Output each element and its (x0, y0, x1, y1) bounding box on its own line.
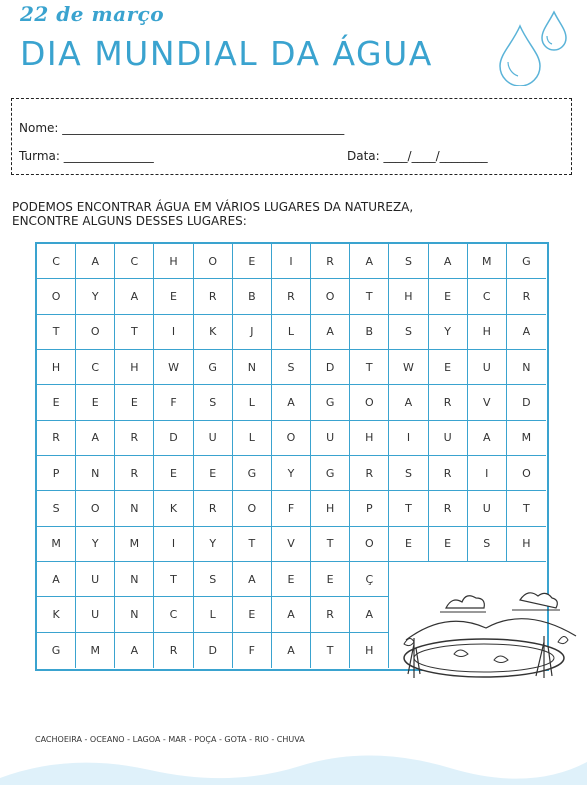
grid-cell[interactable]: R (429, 456, 468, 491)
grid-cell[interactable]: F (272, 491, 311, 526)
grid-cell[interactable]: H (37, 350, 76, 385)
grid-cell[interactable]: N (115, 597, 154, 632)
grid-cell[interactable]: O (350, 385, 389, 420)
grid-cell[interactable]: E (154, 279, 193, 314)
grid-cell[interactable]: K (37, 597, 76, 632)
grid-cell[interactable]: G (194, 350, 233, 385)
grid-cell[interactable]: P (37, 456, 76, 491)
grid-cell[interactable]: L (233, 421, 272, 456)
grid-cell[interactable]: I (468, 456, 507, 491)
grid-cell[interactable]: W (154, 350, 193, 385)
grid-cell[interactable]: E (115, 385, 154, 420)
grid-cell[interactable]: T (311, 527, 350, 562)
grid-cell[interactable]: L (272, 315, 311, 350)
grid-cell[interactable]: T (507, 491, 546, 526)
grid-cell[interactable]: H (154, 244, 193, 279)
grid-cell[interactable]: B (233, 279, 272, 314)
grid-cell[interactable]: C (37, 244, 76, 279)
instruction-text (12, 200, 572, 228)
grid-cell[interactable]: V (272, 527, 311, 562)
grid-cell[interactable]: I (154, 315, 193, 350)
grid-cell[interactable]: U (468, 491, 507, 526)
grid-cell[interactable]: G (311, 385, 350, 420)
grid-cell[interactable]: Ç (350, 562, 389, 597)
grid-cell[interactable]: G (311, 456, 350, 491)
grid-cell[interactable]: H (389, 279, 428, 314)
grid-cell[interactable]: T (233, 527, 272, 562)
grid-cell[interactable]: S (389, 244, 428, 279)
class-blank[interactable]: _______________ (63, 149, 154, 163)
grid-cell[interactable]: E (76, 385, 115, 420)
grid-cell[interactable]: I (272, 244, 311, 279)
date-blank[interactable]: ____/____/________ (383, 149, 488, 163)
grid-cell[interactable]: E (233, 597, 272, 632)
grid-cell[interactable]: R (194, 491, 233, 526)
grid-cell[interactable]: R (311, 244, 350, 279)
name-field[interactable] (19, 121, 344, 135)
grid-cell[interactable]: M (37, 527, 76, 562)
grid-cell[interactable]: G (233, 456, 272, 491)
grid-cell[interactable]: M (468, 244, 507, 279)
grid-cell[interactable]: R (507, 279, 546, 314)
class-label: Turma: (19, 149, 60, 163)
grid-cell[interactable]: O (233, 491, 272, 526)
grid-cell[interactable]: E (233, 244, 272, 279)
grid-cell[interactable]: G (507, 244, 546, 279)
grid-cell[interactable]: A (389, 385, 428, 420)
grid-cell[interactable]: R (154, 633, 193, 668)
grid-cell[interactable]: H (115, 350, 154, 385)
grid-cell[interactable]: O (350, 527, 389, 562)
grid-cell[interactable]: O (311, 279, 350, 314)
grid-cell[interactable]: U (468, 350, 507, 385)
grid-cell[interactable]: A (76, 421, 115, 456)
grid-cell[interactable]: O (76, 491, 115, 526)
grid-cell[interactable]: D (311, 350, 350, 385)
grid-cell[interactable]: S (194, 385, 233, 420)
grid-cell[interactable]: U (429, 421, 468, 456)
water-drops-icon (492, 4, 574, 86)
grid-cell[interactable]: H (507, 527, 546, 562)
grid-cell[interactable]: E (389, 527, 428, 562)
grid-cell[interactable]: H (350, 421, 389, 456)
grid-cell[interactable]: D (154, 421, 193, 456)
grid-cell[interactable]: A (37, 562, 76, 597)
grid-cell[interactable]: A (507, 315, 546, 350)
name-label: Nome: (19, 121, 59, 135)
grid-cell[interactable]: I (389, 421, 428, 456)
grid-cell[interactable]: J (233, 315, 272, 350)
grid-cell[interactable]: Y (76, 279, 115, 314)
grid-cell[interactable]: A (76, 244, 115, 279)
grid-cell[interactable]: A (350, 244, 389, 279)
grid-cell[interactable]: N (233, 350, 272, 385)
grid-cell[interactable]: O (272, 421, 311, 456)
student-info-box (11, 98, 572, 175)
grid-cell[interactable]: D (194, 633, 233, 668)
grid-cell[interactable]: R (37, 421, 76, 456)
grid-cell[interactable]: W (389, 350, 428, 385)
grid-cell[interactable]: L (233, 385, 272, 420)
grid-cell[interactable]: E (194, 456, 233, 491)
name-blank[interactable]: _______________________________________________ (62, 121, 345, 135)
word-list: CACHOEIRA - OCEANO - LAGOA - MAR - POÇA - GOTA - RIO - CHUVA (35, 735, 305, 744)
grid-cell[interactable]: R (350, 456, 389, 491)
grid-cell[interactable]: S (389, 315, 428, 350)
grid-cell[interactable]: K (154, 491, 193, 526)
grid-cell[interactable]: A (272, 385, 311, 420)
page-title: DIA MUNDIAL DA ÁGUA (20, 34, 433, 73)
grid-cell[interactable]: R (272, 279, 311, 314)
grid-cell[interactable]: H (350, 633, 389, 668)
wave-decoration (0, 748, 587, 785)
grid-cell[interactable]: U (311, 421, 350, 456)
grid-cell[interactable]: O (37, 279, 76, 314)
grid-cell[interactable]: U (76, 562, 115, 597)
grid-cell[interactable]: F (233, 633, 272, 668)
grid-cell[interactable]: E (429, 527, 468, 562)
grid-cell[interactable]: U (194, 421, 233, 456)
grid-cell[interactable]: Y (76, 527, 115, 562)
grid-cell[interactable]: M (507, 421, 546, 456)
grid-cell[interactable]: L (194, 597, 233, 632)
grid-cell[interactable]: A (272, 633, 311, 668)
grid-cell[interactable]: A (311, 315, 350, 350)
grid-cell[interactable]: A (272, 597, 311, 632)
instruction-line-1: PODEMOS ENCONTRAR ÁGUA EM VÁRIOS LUGARES DA NATUREZA, (12, 200, 414, 214)
grid-cell[interactable]: R (194, 279, 233, 314)
grid-cell[interactable]: E (154, 456, 193, 491)
grid-cell[interactable]: Y (194, 527, 233, 562)
grid-cell[interactable]: K (194, 315, 233, 350)
grid-cell[interactable]: A (468, 421, 507, 456)
grid-cell[interactable]: U (76, 597, 115, 632)
grid-cell[interactable]: T (311, 633, 350, 668)
class-field[interactable] (19, 149, 154, 163)
grid-cell[interactable]: Y (272, 456, 311, 491)
grid-cell[interactable]: O (507, 456, 546, 491)
grid-cell[interactable]: M (115, 527, 154, 562)
grid-cell[interactable]: O (194, 244, 233, 279)
grid-cell[interactable]: D (507, 385, 546, 420)
grid-cell[interactable]: E (429, 350, 468, 385)
grid-cell[interactable]: S (389, 456, 428, 491)
grid-cell[interactable]: A (233, 562, 272, 597)
grid-cell[interactable]: N (115, 491, 154, 526)
grid-cell[interactable]: V (468, 385, 507, 420)
grid-cell[interactable]: T (389, 491, 428, 526)
grid-cell[interactable]: S (194, 562, 233, 597)
date-label: Data: (347, 149, 380, 163)
grid-cell[interactable]: H (311, 491, 350, 526)
grid-cell[interactable]: S (37, 491, 76, 526)
grid-cell[interactable]: E (272, 562, 311, 597)
grid-cell[interactable]: R (115, 456, 154, 491)
grid-cell[interactable]: A (115, 279, 154, 314)
grid-cell[interactable]: T (350, 350, 389, 385)
grid-cell[interactable]: N (76, 456, 115, 491)
grid-cell[interactable]: T (350, 279, 389, 314)
grid-cell[interactable]: O (76, 315, 115, 350)
grid-cell[interactable]: R (311, 597, 350, 632)
grid-cell[interactable]: R (429, 491, 468, 526)
grid-cell[interactable]: E (37, 385, 76, 420)
grid-cell[interactable]: Y (429, 315, 468, 350)
instruction-line-2: ENCONTRE ALGUNS DESSES LUGARES: (12, 214, 247, 228)
grid-cell[interactable]: I (154, 527, 193, 562)
grid-cell[interactable]: E (311, 562, 350, 597)
pond-illustration (394, 588, 580, 682)
grid-cell[interactable]: A (115, 633, 154, 668)
grid-cell[interactable]: C (468, 279, 507, 314)
grid-cell[interactable]: S (272, 350, 311, 385)
grid-cell[interactable]: R (115, 421, 154, 456)
grid-cell[interactable]: B (350, 315, 389, 350)
grid-cell[interactable]: F (154, 385, 193, 420)
grid-cell[interactable]: N (115, 562, 154, 597)
grid-cell[interactable]: T (37, 315, 76, 350)
grid-cell[interactable]: C (76, 350, 115, 385)
date-heading: 22 de março (20, 2, 165, 26)
date-field[interactable] (347, 149, 488, 163)
grid-cell[interactable]: H (468, 315, 507, 350)
grid-cell[interactable]: T (154, 562, 193, 597)
grid-cell[interactable]: A (429, 244, 468, 279)
grid-cell[interactable]: G (37, 633, 76, 668)
grid-cell[interactable]: P (350, 491, 389, 526)
grid-cell[interactable]: S (468, 527, 507, 562)
grid-cell[interactable]: T (115, 315, 154, 350)
grid-cell[interactable]: E (429, 279, 468, 314)
grid-cell[interactable]: R (429, 385, 468, 420)
grid-cell[interactable]: C (154, 597, 193, 632)
grid-cell[interactable]: C (115, 244, 154, 279)
grid-cell[interactable]: N (507, 350, 546, 385)
grid-cell[interactable]: A (350, 597, 389, 632)
grid-cell[interactable]: M (76, 633, 115, 668)
